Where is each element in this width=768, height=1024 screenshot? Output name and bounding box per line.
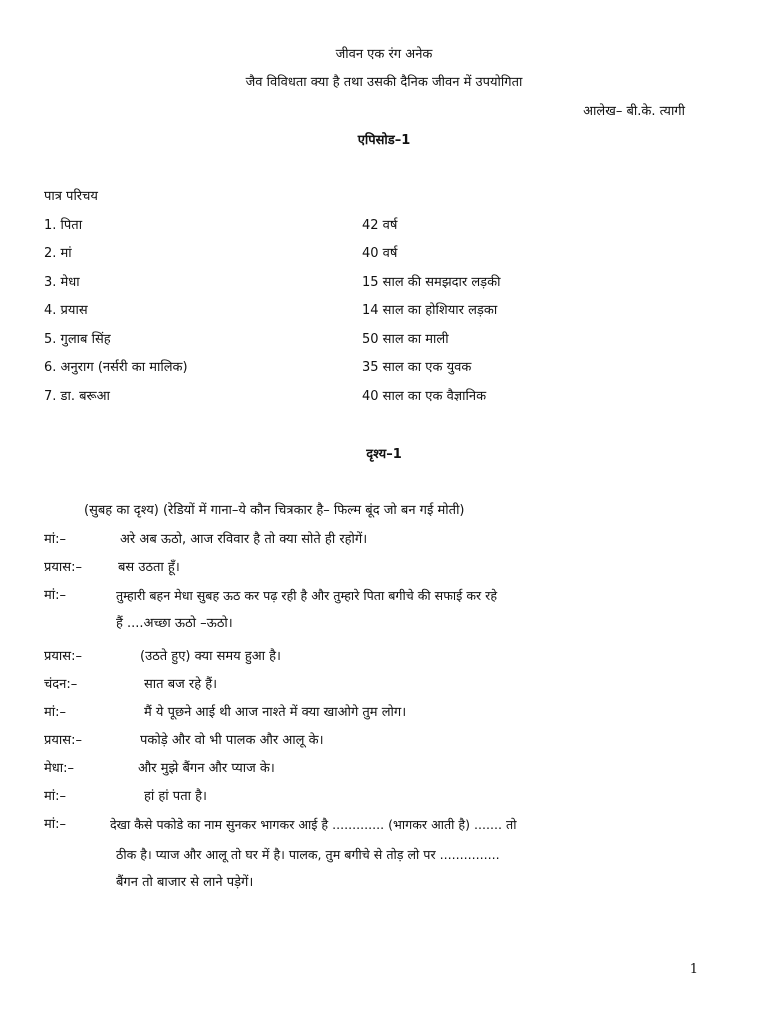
cast-desc: 14 साल का होशियार लड़का <box>362 303 498 318</box>
dialogue-speaker: प्रयास:– <box>44 733 82 748</box>
cast-heading: पात्र परिचय <box>44 189 98 204</box>
dialogue-speaker: प्रयास:– <box>44 560 82 575</box>
dialogue-speaker: मां:– <box>44 705 67 720</box>
dialogue-speaker: प्रयास:– <box>44 649 82 664</box>
dialogue-line: अरे अब ऊठो, आज रविवार है तो क्या सोते ही रहोगें। <box>120 532 368 547</box>
cast-name: 1. पिता <box>44 218 83 233</box>
dialogue-line-continued: बैंगन तो बाजार से लाने पड़ेगें। <box>116 875 254 890</box>
dialogue-line: बस उठता हूँ। <box>118 560 180 575</box>
stage-direction: (सुबह का दृश्य) (रेडियों में गाना–ये कौन चित्रकार है– फिल्म बूंद जो बन गई मोती) <box>84 503 465 518</box>
dialogue-line: (उठते हुए) क्या समय हुआ है। <box>140 649 281 664</box>
cast-desc: 50 साल का माली <box>362 332 449 347</box>
cast-desc: 42 वर्ष <box>362 218 398 233</box>
cast-desc: 35 साल का एक युवक <box>362 360 472 375</box>
topic-title: जैव विविधता क्या है तथा उसकी दैनिक जीवन में उपयोगिता <box>245 75 523 90</box>
dialogue-line: देखा कैसे पकोडे का नाम सुनकर भागकर आई है ............. (भागकर आती है) ....... तो <box>110 817 517 832</box>
dialogue-speaker: मां:– <box>44 817 67 832</box>
dialogue-line: मैं ये पूछने आई थी आज नाश्ते में क्या खाओगे तुम लोग। <box>144 705 407 720</box>
cast-name: 5. गुलाब सिंह <box>44 332 111 347</box>
dialogue-speaker: मां:– <box>44 789 67 804</box>
cast-name: 3. मेधा <box>44 275 80 290</box>
cast-name: 2. मां <box>44 246 72 261</box>
dialogue-speaker: मां:– <box>44 532 67 547</box>
episode-title: एपिसोड–1 <box>357 133 411 148</box>
dialogue-speaker: मां:– <box>44 588 67 603</box>
writer-credit: आलेख– बी.के. त्यागी <box>583 104 685 119</box>
cast-name: 4. प्रयास <box>44 303 88 318</box>
series-title: जीवन एक रंग अनेक <box>335 47 433 62</box>
dialogue-line: तुम्हारी बहन मेधा सुबह ऊठ कर पढ़ रही है और तुम्हारे पिता बगीचे की सफाई कर रहे <box>116 588 498 603</box>
dialogue-line: और मुझे बैंगन और प्याज के। <box>138 761 275 776</box>
dialogue-speaker: मेधा:– <box>44 761 75 776</box>
cast-desc: 40 साल का एक वैज्ञानिक <box>362 389 487 404</box>
dialogue-line-continued: हैं ....अच्छा ऊठो –ऊठो। <box>116 616 233 631</box>
cast-desc: 15 साल की समझदार लड़की <box>362 275 501 290</box>
scene-title: दृश्य–1 <box>366 447 402 462</box>
dialogue-line: पकोड़े और वो भी पालक और आलू के। <box>140 733 324 748</box>
page-number: 1 <box>689 962 698 977</box>
cast-name: 7. डा. बरूआ <box>44 389 110 404</box>
dialogue-line: सात बज रहे हैं। <box>144 677 218 692</box>
dialogue-line-continued: ठीक है। प्याज और आलू तो घर में है। पालक, तुम बगीचे से तोड़ लो पर ............... <box>116 847 500 862</box>
dialogue-speaker: चंदन:– <box>44 677 78 692</box>
cast-desc: 40 वर्ष <box>362 246 398 261</box>
cast-name: 6. अनुराग (नर्सरी का मालिक) <box>44 360 188 375</box>
dialogue-line: हां हां पता है। <box>144 789 207 804</box>
